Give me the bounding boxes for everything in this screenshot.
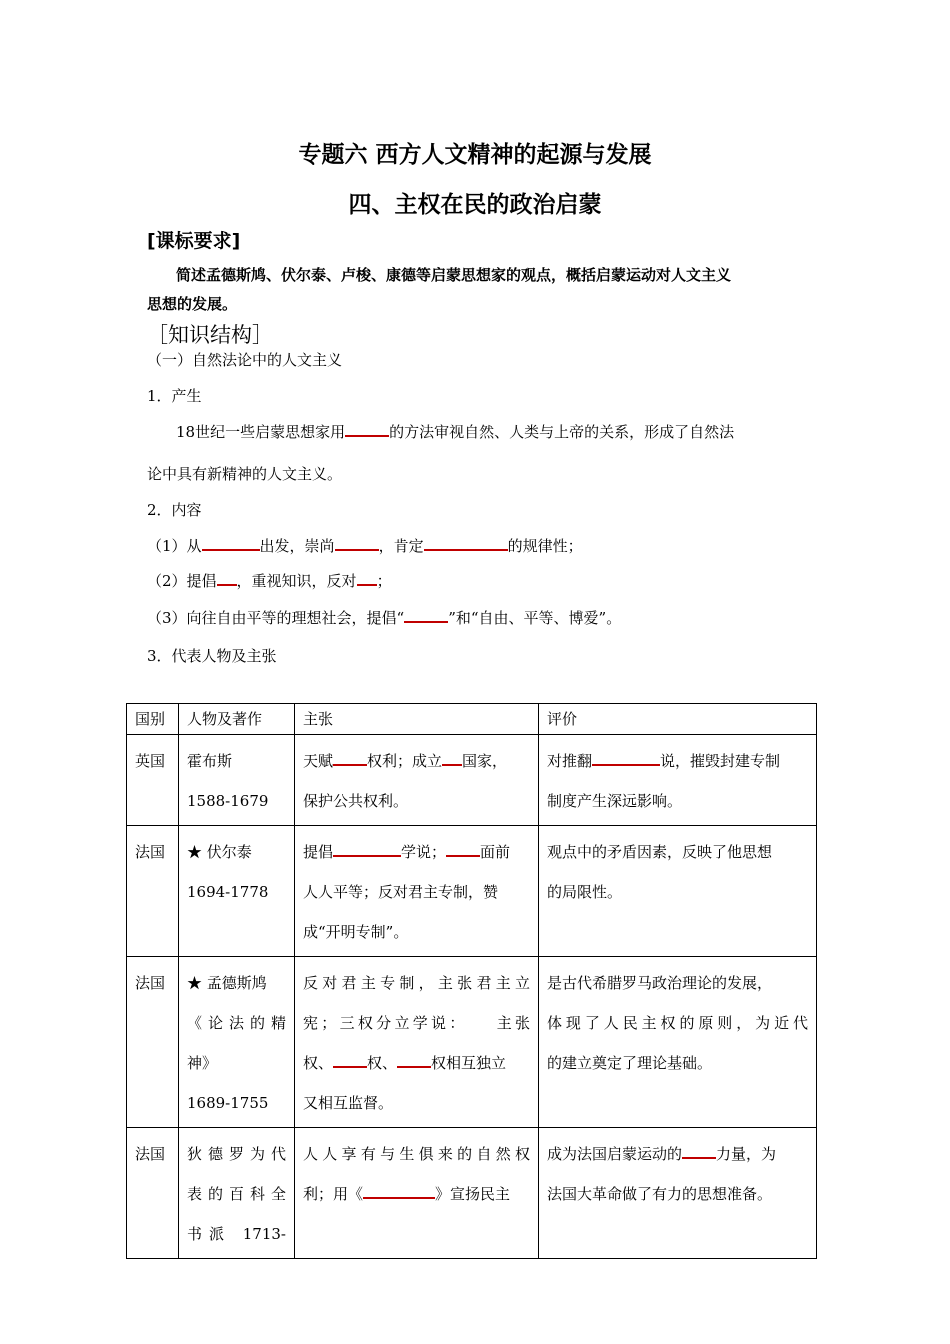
text: 权、	[303, 1054, 334, 1072]
person-cell	[179, 957, 295, 1128]
fill-blank[interactable]	[333, 1054, 367, 1068]
text: （3）向往自由平等的理想社会，提倡“	[147, 609, 405, 627]
fill-blank[interactable]	[363, 1185, 435, 1199]
claim-line: 人人平等；反对君主专制，赞	[303, 883, 499, 901]
text: （2）提倡	[147, 572, 217, 590]
table-row	[127, 1128, 817, 1259]
person-name: ★ 孟德斯鸠	[187, 974, 267, 992]
evaluation-line: 的建立奠定了理论基础。	[547, 1054, 713, 1072]
claim-line	[303, 832, 530, 872]
person-name: 霍布斯	[187, 752, 233, 770]
fill-blank[interactable]	[333, 843, 401, 857]
document-title: 专题六 西方人文精神的起源与发展	[298, 142, 652, 168]
knowledge-heading: ［知识结构］	[147, 323, 273, 347]
text: 对推翻	[547, 752, 593, 770]
claim-cell	[295, 1128, 539, 1259]
person-name: 狄德罗为代	[187, 1145, 286, 1163]
claim-line: 宪；三权分立学说： 主张	[303, 1014, 530, 1032]
person-years: 1588-1679	[187, 792, 269, 810]
fill-blank[interactable]	[424, 537, 508, 551]
evaluation-line: 法国大革命做了有力的思想准备。	[547, 1185, 773, 1203]
table-row	[127, 735, 817, 826]
fill-blank[interactable]	[333, 752, 367, 766]
text: 的规律性；	[507, 537, 583, 555]
fill-blank[interactable]	[217, 572, 237, 586]
claim-line: 保护公共权利。	[303, 792, 409, 810]
text: 出发，崇尚	[259, 537, 335, 555]
text: 面前	[480, 843, 511, 861]
document-subtitle: 四、主权在民的政治启蒙	[348, 192, 602, 218]
text: 力量，为	[716, 1145, 777, 1163]
table-row	[127, 826, 817, 957]
text: 提倡	[303, 843, 334, 861]
fill-blank[interactable]	[335, 537, 379, 551]
person-cell	[179, 735, 295, 826]
table-header-row	[127, 704, 817, 735]
content-point-3	[147, 607, 621, 628]
item-origin-title: 1．产生	[147, 387, 202, 405]
claim-cell	[295, 735, 539, 826]
text: ”和“自由、平等、博爱”。	[448, 609, 622, 627]
person-work: 《论法的精	[187, 1014, 286, 1032]
claim-line: 又相互监督。	[303, 1094, 394, 1112]
header-person: 人物及著作	[179, 704, 295, 735]
text: 利；用《	[303, 1185, 364, 1203]
person-name: 表的百科全	[187, 1185, 286, 1203]
item-representatives-title: 3．代表人物及主张	[147, 647, 277, 665]
country-cell: 法国	[127, 957, 179, 1128]
person-work: 神》	[187, 1054, 218, 1072]
text: 成为法国启蒙运动的	[547, 1145, 683, 1163]
claim-line	[303, 1043, 530, 1083]
person-name: ★ 伏尔泰	[187, 843, 252, 861]
claim-line	[303, 741, 530, 781]
text: ，肯定	[378, 537, 424, 555]
content-point-2	[147, 570, 392, 591]
text: 天赋	[303, 752, 334, 770]
person-cell	[179, 826, 295, 957]
fill-blank[interactable]	[397, 1054, 431, 1068]
header-country: 国别	[127, 704, 179, 735]
evaluation-cell	[539, 735, 817, 826]
claim-line: 反对君主专制，主张君主立	[303, 974, 530, 992]
curriculum-text-line1: 简述孟德斯鸠、伏尔泰、卢梭、康德等启蒙思想家的观点，概括启蒙运动对人文主义	[176, 266, 732, 284]
text: 》宣扬民主	[435, 1185, 511, 1203]
person-cell	[179, 1128, 295, 1259]
evaluation-line: 制度产生深远影响。	[547, 792, 683, 810]
text: 权利；成立	[367, 752, 443, 770]
evaluation-line: 观点中的矛盾因素，反映了他思想	[547, 843, 773, 861]
fill-blank[interactable]	[446, 843, 480, 857]
country-cell: 英国	[127, 735, 179, 826]
country-cell: 法国	[127, 826, 179, 957]
fill-blank[interactable]	[682, 1145, 716, 1159]
claim-line: 人人享有与生俱来的自然权	[303, 1145, 530, 1163]
fill-blank[interactable]	[404, 609, 448, 623]
fill-blank[interactable]	[345, 423, 389, 437]
fill-blank[interactable]	[357, 572, 377, 586]
person-years: 1689-1755	[187, 1094, 269, 1112]
evaluation-line: 的局限性。	[547, 883, 623, 901]
fill-blank[interactable]	[442, 752, 462, 766]
header-evaluation: 评价	[539, 704, 817, 735]
claim-cell	[295, 957, 539, 1128]
text: 权、	[367, 1054, 398, 1072]
claim-line	[303, 1174, 530, 1214]
item-origin-paragraph	[176, 421, 734, 442]
thinkers-table	[126, 703, 817, 1259]
text: （1）从	[147, 537, 202, 555]
text: 18世纪一些启蒙思想家用	[176, 423, 346, 441]
claim-line: 成“开明专制”。	[303, 923, 409, 941]
content-point-1	[147, 535, 583, 556]
item-content-title: 2．内容	[147, 501, 202, 519]
text: 权相互独立	[431, 1054, 507, 1072]
evaluation-line	[547, 741, 808, 781]
evaluation-cell	[539, 1128, 817, 1259]
evaluation-line	[547, 1134, 808, 1174]
curriculum-text-line2: 思想的发展。	[147, 295, 238, 313]
curriculum-heading: [课标要求]	[147, 230, 241, 252]
section-natural-law: （一）自然法论中的人文主义	[147, 351, 343, 369]
evaluation-cell	[539, 826, 817, 957]
text: 学说；	[401, 843, 447, 861]
fill-blank[interactable]	[592, 752, 660, 766]
evaluation-line: 体现了人民主权的原则，为近代	[547, 1014, 808, 1032]
claim-cell	[295, 826, 539, 957]
evaluation-line: 是古代希腊罗马政治理论的发展，	[547, 974, 773, 992]
text: 说，摧毁封建专制	[660, 752, 781, 770]
person-years: 书派 1713-	[187, 1225, 286, 1243]
text: 国家，	[462, 752, 508, 770]
item-origin-paragraph-cont: 论中具有新精神的人文主义。	[147, 465, 343, 483]
text: 的方法审视自然、人类与上帝的关系，形成了自然法	[389, 423, 735, 441]
person-years: 1694-1778	[187, 883, 269, 901]
text: ，重视知识，反对	[236, 572, 357, 590]
table-row	[127, 957, 817, 1128]
country-cell: 法国	[127, 1128, 179, 1259]
evaluation-cell	[539, 957, 817, 1128]
header-claim: 主张	[295, 704, 539, 735]
fill-blank[interactable]	[202, 537, 260, 551]
text: ；	[376, 572, 392, 590]
